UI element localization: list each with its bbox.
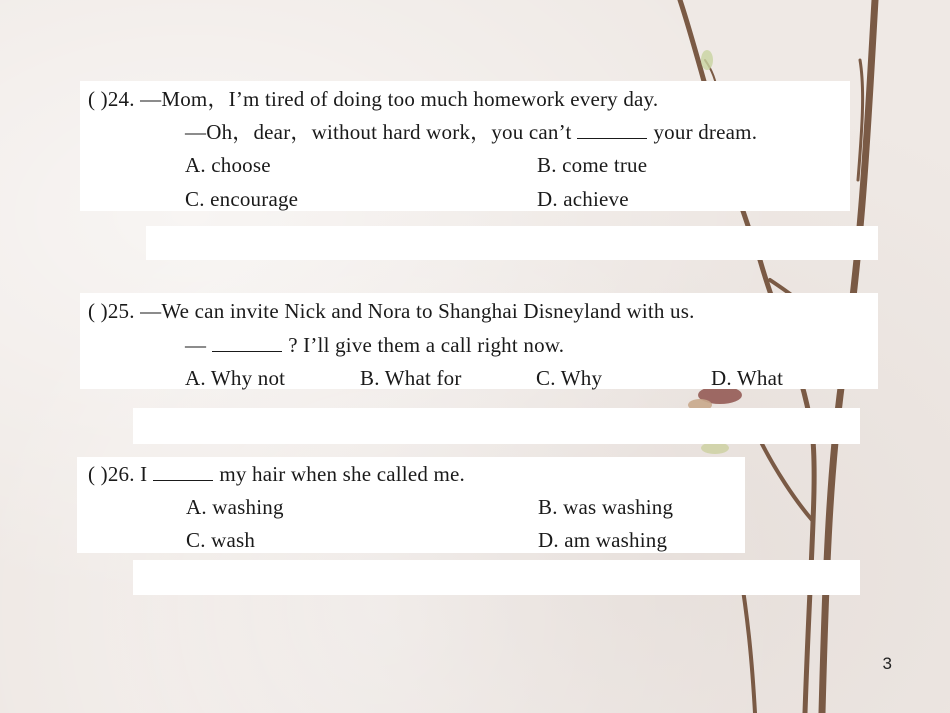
page-number: 3 xyxy=(882,654,892,673)
question-24-line1 xyxy=(88,86,658,112)
option-26-b: B. was washing xyxy=(538,495,674,519)
option-24-c: C. encourage xyxy=(185,187,299,211)
question-24-dialog-2a: —Oh，dear，without hard work，you can’t xyxy=(185,120,572,144)
option-25-d: D. What xyxy=(711,366,784,390)
option-25-a: A. Why not xyxy=(185,366,286,390)
question-26-number: ( )26. xyxy=(88,462,135,486)
question-24-number: ( )24. xyxy=(88,87,135,111)
question-24-line2 xyxy=(185,119,757,145)
answer-blank-26 xyxy=(153,462,213,481)
option-25-c: C. Why xyxy=(536,366,603,390)
answer-strip-26 xyxy=(133,560,860,595)
answer-blank-25 xyxy=(212,333,282,352)
question-25-dialog-2b: ? I’ll give them a call right now. xyxy=(288,333,565,357)
question-26-dialog-1b: my hair when she called me. xyxy=(219,462,465,486)
option-26-d: D. am washing xyxy=(538,528,668,552)
answer-strip-25 xyxy=(133,408,860,444)
option-24-b: B. come true xyxy=(537,153,648,177)
option-24-d: D. achieve xyxy=(537,187,629,211)
option-26-a: A. washing xyxy=(186,495,284,519)
question-25-line2 xyxy=(185,332,564,358)
question-25-line1 xyxy=(88,298,695,324)
question-26-dialog-1a: I xyxy=(140,462,148,486)
question-24-dialog-2b: your dream. xyxy=(653,120,758,144)
question-25-number: ( )25. xyxy=(88,299,135,323)
option-24-a: A. choose xyxy=(185,153,271,177)
answer-blank-24 xyxy=(577,120,647,139)
option-26-c: C. wash xyxy=(186,528,256,552)
option-25-b: B. What for xyxy=(360,366,462,390)
question-26-line1 xyxy=(88,461,465,487)
question-25-dialog-1: —We can invite Nick and Nora to Shanghai Disneyland with us. xyxy=(140,299,695,323)
answer-strip-24 xyxy=(146,226,878,260)
question-25-dialog-2a: — xyxy=(185,333,207,357)
question-24-dialog-1: —Mom，I’m tired of doing too much homework every day. xyxy=(140,87,659,111)
